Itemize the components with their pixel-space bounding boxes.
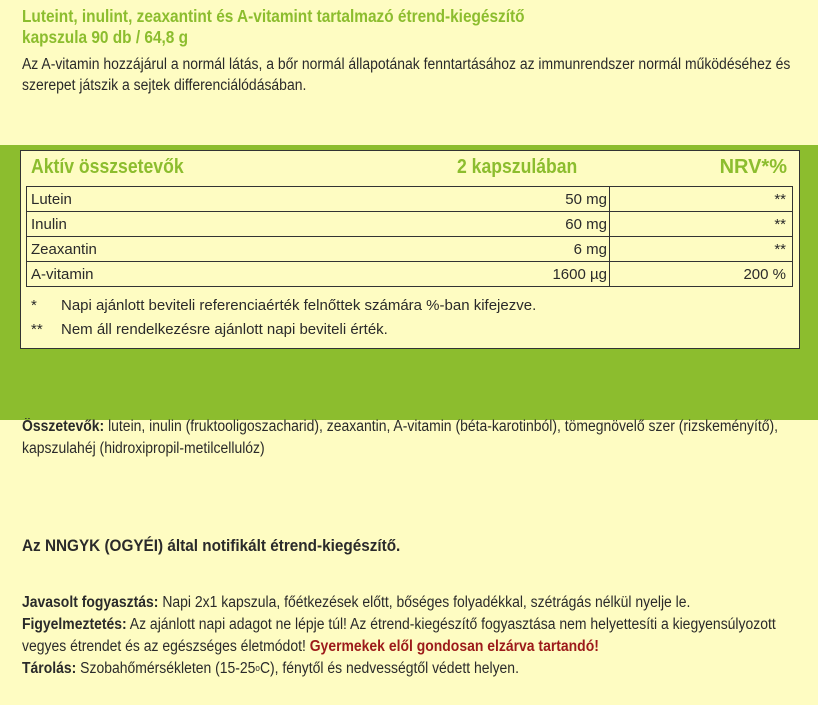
row-nrv: ** — [610, 237, 793, 262]
row-nrv: ** — [610, 187, 793, 212]
health-claim: Az A-vitamin hozzájárul a normál látás, a bőr normál állapotának fenntartásához az immunrendszer normál működéséhez és szerepet játszik a sejtek differenciálódásában. — [22, 56, 791, 94]
footnote — [31, 318, 536, 342]
ingredients-section — [22, 416, 814, 460]
row-name: Zeaxantin — [27, 237, 544, 262]
header-nrv: NRV*% — [719, 156, 787, 178]
table-header — [21, 151, 799, 185]
nutrition-table-box — [20, 150, 800, 349]
row-amount: 50 mg — [543, 187, 610, 212]
storage-line — [22, 658, 814, 680]
row-name: A-vitamin — [27, 262, 544, 287]
ingredients-table — [26, 186, 793, 287]
product-title-line-1: Luteint, inulint, zeaxantint és A-vitamint tartalmazó étrend-kiegészítő — [22, 6, 525, 26]
header-active-ingredients: Aktív összsetevők — [31, 156, 184, 178]
children-warning: Gyermekek elől gondosan elzárva tartandó! — [309, 638, 599, 655]
row-name: Inulin — [27, 212, 544, 237]
row-nrv: 200 % — [610, 262, 793, 287]
row-name: Lutein — [27, 187, 544, 212]
table-row — [27, 187, 793, 212]
dosage-line — [22, 592, 814, 614]
usage-section — [22, 592, 814, 680]
degree-sign: o — [255, 663, 260, 673]
footnote-mark: ** — [31, 321, 43, 338]
footnote-mark: * — [31, 297, 37, 314]
notification-statement: Az NNGYK (OGYÉI) által notifikált étrend-kiegészítő. — [22, 536, 401, 555]
warning-label: Figyelmeztetés: — [22, 616, 127, 633]
dosage-text: Napi 2x1 kapszula, főétkezések előtt, bőséges folyadékkal, szétrágás nélkül nyelje le. — [162, 594, 691, 611]
table-row — [27, 237, 793, 262]
dosage-label: Javasolt fogyasztás: — [22, 594, 159, 611]
header-per-2-capsules: 2 kapszulában — [457, 156, 578, 178]
storage-label: Tárolás: — [22, 660, 77, 677]
row-amount: 1600 µg — [543, 262, 610, 287]
ingredients-text: lutein, inulin (fruktooligoszacharid), zeaxantin, A-vitamin (béta-karotinból), tömegnövelő szer (rizskeményítő), kapszulahéj (hidroxipropil-metilcellulóz) — [22, 418, 778, 457]
table-row — [27, 262, 793, 287]
ingredients-label: Összetevők: — [22, 418, 105, 435]
table-row — [27, 212, 793, 237]
row-nrv: ** — [610, 212, 793, 237]
footnote-text: Nem áll rendelkezésre ajánlott napi beviteli érték. — [61, 321, 388, 338]
warning-text: Az ajánlott napi adagot ne lépje túl! Az étrend-kiegészítő fogyasztása nem helyettesíti a kiegyensúlyozott vegyes étrendet és az egészséges életmódot! — [22, 616, 776, 655]
footnote-text: Napi ajánlott beviteli referenciaérték felnőttek számára %-ban kifejezve. — [61, 297, 537, 314]
row-amount: 60 mg — [543, 212, 610, 237]
storage-text-before: Szobahőmérsékleten (15-25 — [80, 660, 256, 677]
warning-line — [22, 614, 814, 658]
footnote — [31, 294, 536, 318]
product-header — [22, 6, 812, 96]
table-footnotes — [31, 294, 536, 342]
product-title-line-2: kapszula 90 db / 64,8 g — [22, 27, 189, 47]
row-amount: 6 mg — [543, 237, 610, 262]
storage-text-after: C), fénytől és nedvességtől védett helyen. — [259, 660, 519, 677]
